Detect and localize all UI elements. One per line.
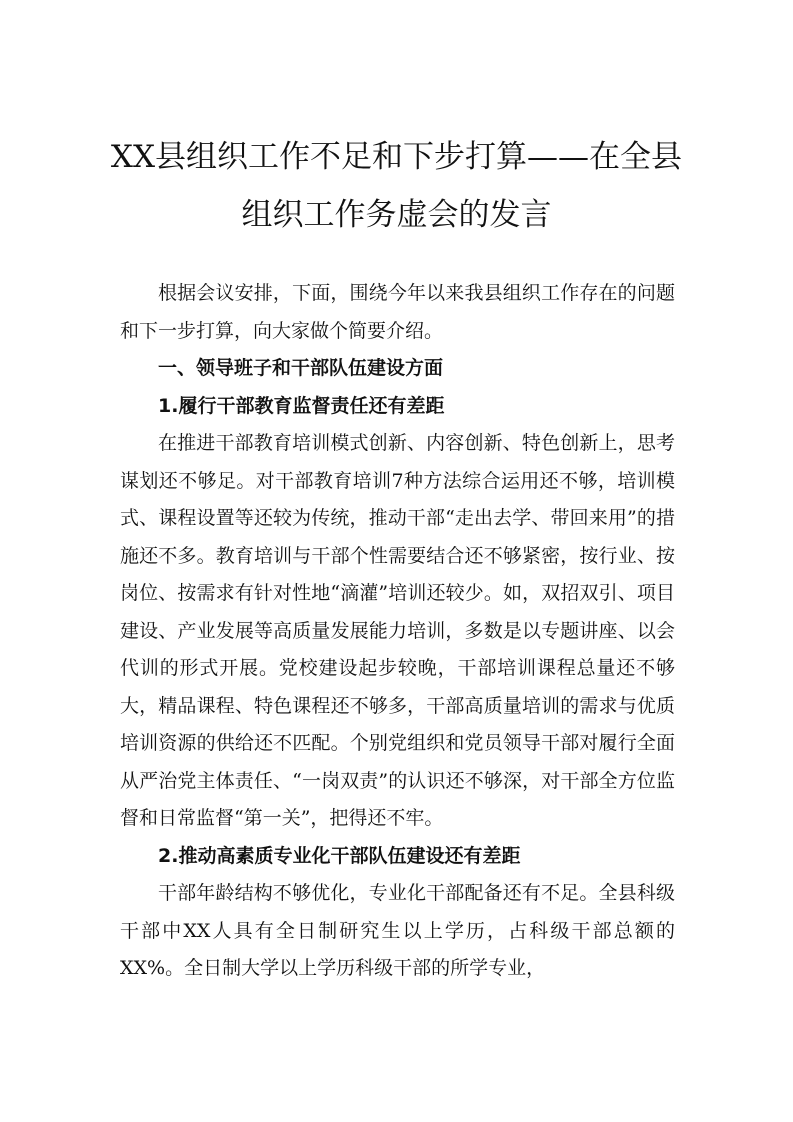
document-title-line-1: XX县组织工作不足和下步打算——在全县 [110, 139, 683, 175]
document-body [120, 275, 675, 988]
intro-paragraph: 根据会议安排，下面，围绕今年以来我县组织工作存在的问题和下一步打算，向大家做个简要介绍。 [120, 282, 675, 342]
document-title-line-2: 组织工作务虚会的发言 [241, 197, 552, 233]
subsection-heading: 1.履行干部教育监督责任还有差距 [158, 394, 445, 417]
subsection-heading: 2.推动高素质专业化干部队伍建设还有差距 [158, 844, 521, 867]
section-heading: 一、领导班子和干部队伍建设方面 [158, 357, 444, 379]
body-paragraph: 在推进干部教育培训模式创新、内容创新、特色创新上，思考谋划还不够足。对干部教育培训7种方法综合运用还不够，培训模式、课程设置等还较为传统，推动干部“走出去学、带回来用”的措施还不多。教育培训与干部个性需要结合还不够紧密，按行业、按岗位、按需求有针对性地“滴灌”培训还较少。如，双招双引、项目建设、产业发展等高质量发展能力培训，多数是以专题讲座、以会代训的形式开展。党校建设起步较晚，干部培训课程总量还不够大，精品课程、特色课程还不够多，干部高质量培训的需求与优质培训资源的供给还不匹配。个别党组织和党员领导干部对履行全面从严治党主体责任、“一岗双责”的认识还不够深，对干部全方位监督和日常监督“第一关”，把得还不牢。 [120, 432, 675, 829]
body-paragraph: 干部年龄结构不够优化，专业化干部配备还有不足。全县科级干部中XX人具有全日制研究生以上学历，占科级干部总额的XX%。全日制大学以上学历科级干部的所学专业， [120, 882, 675, 979]
